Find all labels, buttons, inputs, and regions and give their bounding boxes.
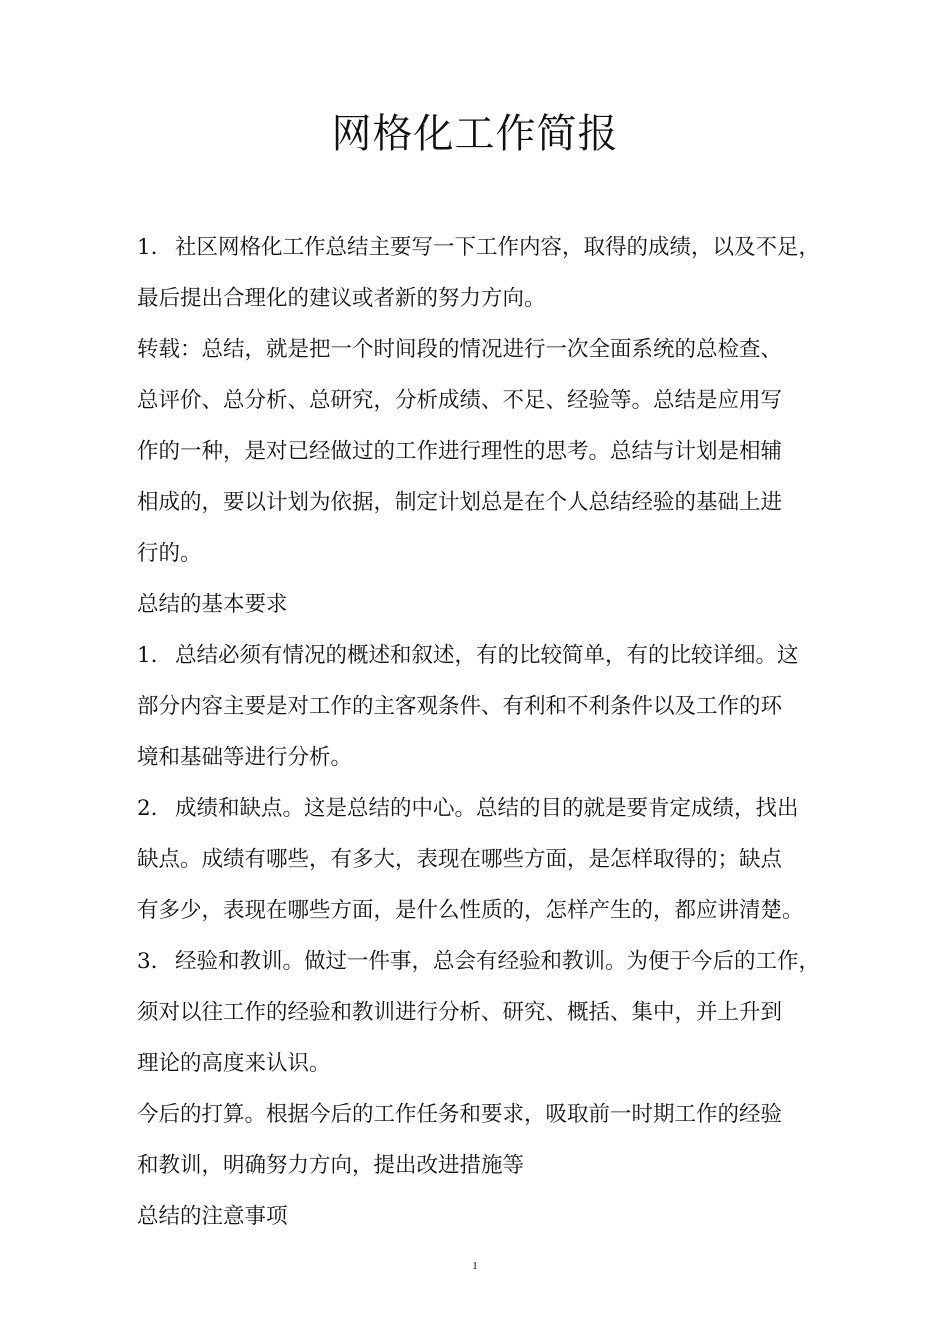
body-line-text: 部分内容主要是对工作的主客观条件、有利和不利条件以及工作的环: [137, 694, 783, 719]
body-line: [137, 222, 837, 273]
body-line: [137, 1191, 837, 1242]
document-body: [137, 222, 837, 1242]
body-line-text: 缺点。成绩有哪些，有多大，表现在哪些方面，是怎样取得的；缺点: [137, 847, 783, 872]
body-line-text: 总结的基本要求: [137, 592, 288, 617]
body-line-text: 总评价、总分析、总研究，分析成绩、不足、经验等。总结是应用写: [137, 388, 783, 413]
body-line-text: 和教训，明确努力方向，提出改进措施等: [137, 1153, 525, 1178]
body-line: [137, 579, 837, 630]
body-line: [137, 630, 837, 681]
body-line: [137, 987, 837, 1038]
body-line-text: 总结的注意事项: [137, 1204, 288, 1229]
body-line: [137, 732, 837, 783]
body-line: [137, 375, 837, 426]
list-number: 1.: [137, 235, 158, 260]
body-line: [137, 528, 837, 579]
body-line-text: 须对以往工作的经验和教训进行分析、研究、概括、集中，并上升到: [137, 1000, 783, 1025]
page-number: 1: [472, 1260, 478, 1272]
body-line-text: 相成的，要以计划为依据，制定计划总是在个人总结经验的基础上进: [137, 490, 783, 515]
body-line: [137, 834, 837, 885]
body-line: [137, 1038, 837, 1089]
list-number: 2.: [137, 796, 158, 821]
body-line-text: 最后提出合理化的建议或者新的努力方向。: [137, 286, 546, 311]
body-line-text: 作的一种，是对已经做过的工作进行理性的思考。总结与计划是相辅: [137, 439, 783, 464]
body-line-text: 转载：总结，就是把一个时间段的情况进行一次全面系统的总检查、: [137, 337, 783, 362]
body-line: [137, 936, 837, 987]
body-line-text: 经验和教训。做过一件事，总会有经验和教训。为便于今后的工作，: [175, 949, 821, 974]
body-line: [137, 324, 837, 375]
body-line-text: 总结必须有情况的概述和叙述，有的比较简单，有的比较详细。这: [175, 643, 799, 668]
body-line: [137, 1089, 837, 1140]
list-number: 1.: [137, 643, 158, 668]
body-line-text: 有多少，表现在哪些方面，是什么性质的，怎样产生的，都应讲清楚。: [137, 898, 804, 923]
body-line-text: 今后的打算。根据今后的工作任务和要求，吸取前一时期工作的经验: [137, 1102, 783, 1127]
body-line-text: 社区网格化工作总结主要写一下工作内容，取得的成绩，以及不足，: [175, 235, 821, 260]
body-line-text: 成绩和缺点。这是总结的中心。总结的目的就是要肯定成绩，找出: [175, 796, 799, 821]
list-number: 3.: [137, 949, 158, 974]
body-line-text: 境和基础等进行分析。: [137, 745, 353, 770]
body-line-text: 行的。: [137, 541, 202, 566]
body-line: [137, 681, 837, 732]
body-line: [137, 426, 837, 477]
body-line: [137, 477, 837, 528]
document-title: 网格化工作简报: [331, 111, 619, 157]
body-line: [137, 783, 837, 834]
body-line: [137, 885, 837, 936]
body-line: [137, 1140, 837, 1191]
body-line-text: 理论的高度来认识。: [137, 1051, 331, 1076]
body-line: [137, 273, 837, 324]
